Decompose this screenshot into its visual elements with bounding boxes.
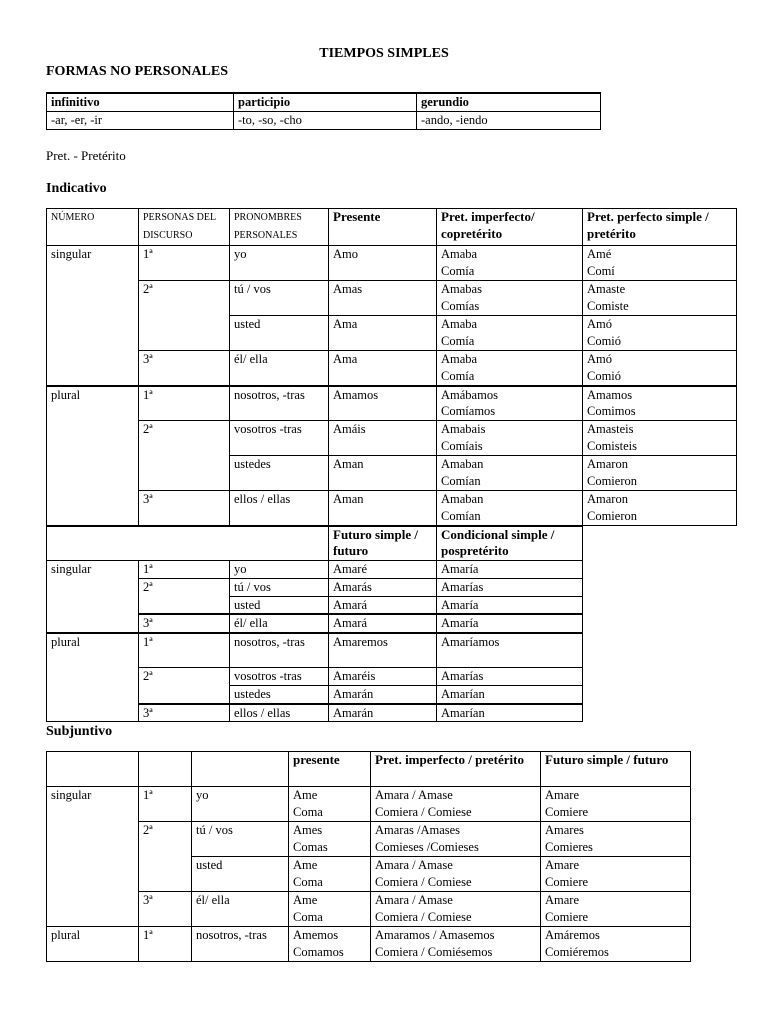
futuro-er: Comiere (545, 874, 589, 889)
perfecto-cell (583, 281, 737, 316)
pronombre-cell: vosotros -tras (230, 668, 329, 686)
abbreviation-note: Pret. - Pretérito (46, 148, 126, 163)
numero-cell: plural (47, 633, 139, 722)
presente-cell (289, 822, 371, 857)
imperfecto-er: Comíais (441, 438, 483, 453)
persona-cell: 2ª (139, 822, 192, 892)
pronombre-cell: ellos / ellas (230, 704, 329, 722)
persona-cell: 3ª (139, 491, 230, 526)
persona-cell: 2ª (139, 578, 230, 614)
futuro-cell: Amarán (329, 704, 437, 722)
cell-participio: -to, -so, -cho (234, 111, 417, 129)
header-gerundio: gerundio (417, 93, 601, 111)
imperfecto-cell (437, 456, 583, 491)
pronombre-cell: vosotros -tras (230, 421, 329, 456)
pronombre-cell: nosotros, -tras (230, 386, 329, 421)
futuro-cell (541, 857, 691, 892)
imperfecto-ar: Amara / Amase (375, 788, 453, 802)
perfecto-ar: Amasteis (587, 422, 634, 436)
perfecto-cell (583, 456, 737, 491)
futuro-cell (541, 927, 691, 962)
header-personas: PERSONAS DEL DISCURSO (139, 209, 230, 246)
futuro-er: Comiere (545, 909, 589, 924)
header-infinitivo: infinitivo (47, 93, 234, 111)
indicativo-heading: Indicativo (46, 181, 107, 196)
pronombre-cell: yo (230, 560, 329, 578)
formas-heading: FORMAS NO PERSONALES (46, 64, 229, 79)
presente-er: Coma (293, 909, 323, 924)
perfecto-er: Comieron (587, 473, 637, 488)
presente-ar: Ame (293, 893, 318, 907)
presente-cell: Amas (329, 281, 437, 316)
imperfecto-cell (371, 787, 541, 822)
presente-er: Coma (293, 874, 323, 889)
presente-cell (289, 927, 371, 962)
empty-cell (583, 614, 737, 633)
imperfecto-ar: Amaramos / Amasemos (375, 928, 495, 942)
persona-cell: 1ª (139, 633, 230, 668)
presente-er: Comas (293, 839, 328, 854)
persona-cell: 1ª (139, 246, 230, 281)
subjuntivo-heading: Subjuntivo (46, 724, 113, 739)
pronombre-cell: usted (230, 316, 329, 351)
futuro-cell: Amarán (329, 686, 437, 704)
persona-cell: 1ª (139, 787, 192, 822)
presente-cell (289, 787, 371, 822)
sub-header-presente: presente (289, 752, 371, 787)
pronombre-cell: él/ ella (230, 351, 329, 386)
futuro-ar: Amare (545, 858, 580, 872)
futuro-er: Comiere (545, 804, 589, 819)
pronombre-cell: nosotros, -tras (230, 633, 329, 668)
perfecto-er: Comieron (587, 508, 637, 523)
pronombre-cell: ustedes (230, 686, 329, 704)
perfecto-er: Comió (587, 368, 622, 383)
imperfecto-cell (437, 351, 583, 386)
imperfecto-ar: Amaras /Amases (375, 823, 461, 837)
presente-cell: Aman (329, 456, 437, 491)
numero-cell: singular (47, 787, 139, 927)
presente-er: Comamos (293, 944, 344, 959)
formas-table (46, 92, 601, 130)
condicional-cell: Amarías (437, 668, 583, 686)
imperfecto-cell (437, 316, 583, 351)
imperfecto-cell (437, 246, 583, 281)
imperfecto-ar: Amaban (441, 457, 484, 471)
sub-header-futuro: Futuro simple / futuro (541, 752, 691, 787)
pronombre-cell: ustedes (230, 456, 329, 491)
indicativo-table (46, 208, 737, 722)
imperfecto-cell (371, 857, 541, 892)
perfecto-er: Comió (587, 333, 622, 348)
presente-cell: Ama (329, 351, 437, 386)
imperfecto-cell (437, 281, 583, 316)
imperfecto-ar: Amabais (441, 422, 486, 436)
imperfecto-er: Comiera / Comiésemos (375, 944, 493, 959)
sub-header-numero (47, 752, 139, 787)
presente-ar: Amemos (293, 928, 339, 942)
persona-cell: 3ª (139, 704, 230, 722)
imperfecto-er: Comieses /Comieses (375, 839, 479, 854)
persona-cell: 2ª (139, 421, 230, 491)
pronombre-cell: tú / vos (192, 822, 289, 857)
imperfecto-cell (371, 892, 541, 927)
empty-cell (583, 704, 737, 722)
perfecto-er: Comisteis (587, 438, 638, 453)
imperfecto-ar: Amaba (441, 317, 478, 331)
pronombre-cell: él/ ella (192, 892, 289, 927)
perfecto-cell (583, 246, 737, 281)
presente-ar: Ames (293, 823, 323, 837)
futuro-ar: Amáremos (545, 928, 600, 942)
presente-ar: Ame (293, 858, 318, 872)
presente-cell: Amamos (329, 386, 437, 421)
condicional-cell: Amarías (437, 578, 583, 596)
presente-cell: Ama (329, 316, 437, 351)
futuro-cell (541, 892, 691, 927)
futuro-cell: Amará (329, 596, 437, 614)
pronombre-cell: yo (230, 246, 329, 281)
perfecto-er: Comimos (587, 404, 636, 418)
pronombre-cell: usted (230, 596, 329, 614)
empty-cell (583, 578, 737, 596)
persona-cell: 3ª (139, 351, 230, 386)
sub-header-imperfecto: Pret. imperfecto / pretérito (371, 752, 541, 787)
futuro-ar: Amare (545, 893, 580, 907)
imperfecto-er: Comíamos (441, 404, 496, 418)
imperfecto-cell (437, 491, 583, 526)
perfecto-cell (583, 421, 737, 456)
persona-cell: 3ª (139, 892, 192, 927)
pronombre-cell: tú / vos (230, 578, 329, 596)
futuro-cell (541, 787, 691, 822)
header-futuro: Futuro simple / futuro (329, 526, 437, 561)
condicional-cell: Amarían (437, 686, 583, 704)
persona-cell: 1ª (139, 386, 230, 421)
condicional-cell: Amaría (437, 596, 583, 614)
pronombre-cell: yo (192, 787, 289, 822)
perfecto-ar: Amó (587, 352, 612, 366)
futuro-cell: Amaréis (329, 668, 437, 686)
perfecto-ar: Amamos (587, 387, 633, 402)
empty-cell (583, 686, 737, 704)
imperfecto-cell (371, 927, 541, 962)
presente-cell (289, 892, 371, 927)
imperfecto-ar: Amaban (441, 492, 484, 506)
presente-er: Coma (293, 804, 323, 819)
condicional-cell: Amaría (437, 560, 583, 578)
presente-cell: Amáis (329, 421, 437, 456)
pronombre-cell: él/ ella (230, 614, 329, 633)
presente-cell: Aman (329, 491, 437, 526)
futuro-spacer (47, 526, 329, 561)
condicional-cell: Amarían (437, 704, 583, 722)
numero-cell: singular (47, 560, 139, 633)
header-participio: participio (234, 93, 417, 111)
futuro-cell (541, 822, 691, 857)
header-imperfecto: Pret. imperfecto/ copretérito (437, 209, 583, 246)
perfecto-ar: Amaste (587, 282, 626, 296)
cell-infinitivo: -ar, -er, -ir (47, 111, 234, 129)
imperfecto-ar: Amaba (441, 352, 478, 366)
imperfecto-er: Comías (441, 298, 480, 313)
imperfecto-ar: Amabas (441, 282, 482, 296)
empty-cell (583, 596, 737, 614)
persona-cell: 1ª (139, 927, 192, 962)
imperfecto-ar: Amábamos (441, 387, 498, 402)
futuro-er: Comiéremos (545, 944, 609, 959)
perfecto-ar: Amaron (587, 492, 628, 506)
imperfecto-er: Comiera / Comiese (375, 804, 472, 819)
futuro-cell: Amarás (329, 578, 437, 596)
imperfecto-er: Comía (441, 263, 475, 278)
condicional-cell: Amaría (437, 614, 583, 633)
presente-cell: Amo (329, 246, 437, 281)
persona-cell: 1ª (139, 560, 230, 578)
imperfecto-ar: Amara / Amase (375, 893, 453, 907)
persona-cell: 2ª (139, 281, 230, 351)
header-condicional: Condicional simple / pospretérito (437, 526, 583, 561)
imperfecto-er: Comiera / Comiese (375, 874, 472, 889)
condicional-cell: Amaríamos (437, 633, 583, 668)
futuro-ar: Amare (545, 788, 580, 802)
pronombre-cell: ellos / ellas (230, 491, 329, 526)
presente-cell (289, 857, 371, 892)
imperfecto-ar: Amaba (441, 247, 478, 261)
imperfecto-er: Comían (441, 473, 481, 488)
pronombre-cell: tú / vos (230, 281, 329, 316)
imperfecto-er: Comían (441, 508, 481, 523)
persona-cell: 2ª (139, 668, 230, 704)
cell-gerundio: -ando, -iendo (417, 111, 601, 129)
empty-cell (583, 633, 737, 668)
numero-cell: plural (47, 927, 139, 962)
subjuntivo-table (46, 751, 691, 962)
sub-header-pronombre (192, 752, 289, 787)
numero-cell: plural (47, 386, 139, 526)
perfecto-cell (583, 351, 737, 386)
perfecto-cell (583, 316, 737, 351)
imperfecto-er: Comiera / Comiese (375, 909, 472, 924)
perfecto-er: Comí (587, 263, 615, 278)
perfecto-cell (583, 386, 737, 421)
empty-cell (583, 560, 737, 578)
header-numero: NÚMERO (47, 209, 139, 246)
page-title: TIEMPOS SIMPLES (319, 46, 449, 61)
futuro-cell: Amaré (329, 560, 437, 578)
pronombre-cell: usted (192, 857, 289, 892)
header-perfecto: Pret. perfecto simple / pretérito (583, 209, 737, 246)
perfecto-er: Comiste (587, 298, 629, 313)
perfecto-ar: Amó (587, 317, 612, 331)
imperfecto-cell (437, 386, 583, 421)
perfecto-ar: Amé (587, 247, 612, 261)
numero-cell: singular (47, 246, 139, 386)
presente-ar: Ame (293, 788, 318, 802)
imperfecto-er: Comía (441, 333, 475, 348)
sub-header-persona (139, 752, 192, 787)
futuro-cell: Amaremos (329, 633, 437, 668)
futuro-ar: Amares (545, 823, 584, 837)
empty-cell (583, 526, 737, 561)
header-pronombres: PRONOMBRES PERSONALES (230, 209, 329, 246)
futuro-er: Comieres (545, 839, 593, 854)
persona-cell: 3ª (139, 614, 230, 633)
empty-cell (583, 668, 737, 686)
imperfecto-cell (437, 421, 583, 456)
perfecto-ar: Amaron (587, 457, 628, 471)
imperfecto-er: Comía (441, 368, 475, 383)
perfecto-cell (583, 491, 737, 526)
pronombre-cell: nosotros, -tras (192, 927, 289, 962)
imperfecto-ar: Amara / Amase (375, 858, 453, 872)
header-presente: Presente (329, 209, 437, 246)
futuro-cell: Amará (329, 614, 437, 633)
imperfecto-cell (371, 822, 541, 857)
